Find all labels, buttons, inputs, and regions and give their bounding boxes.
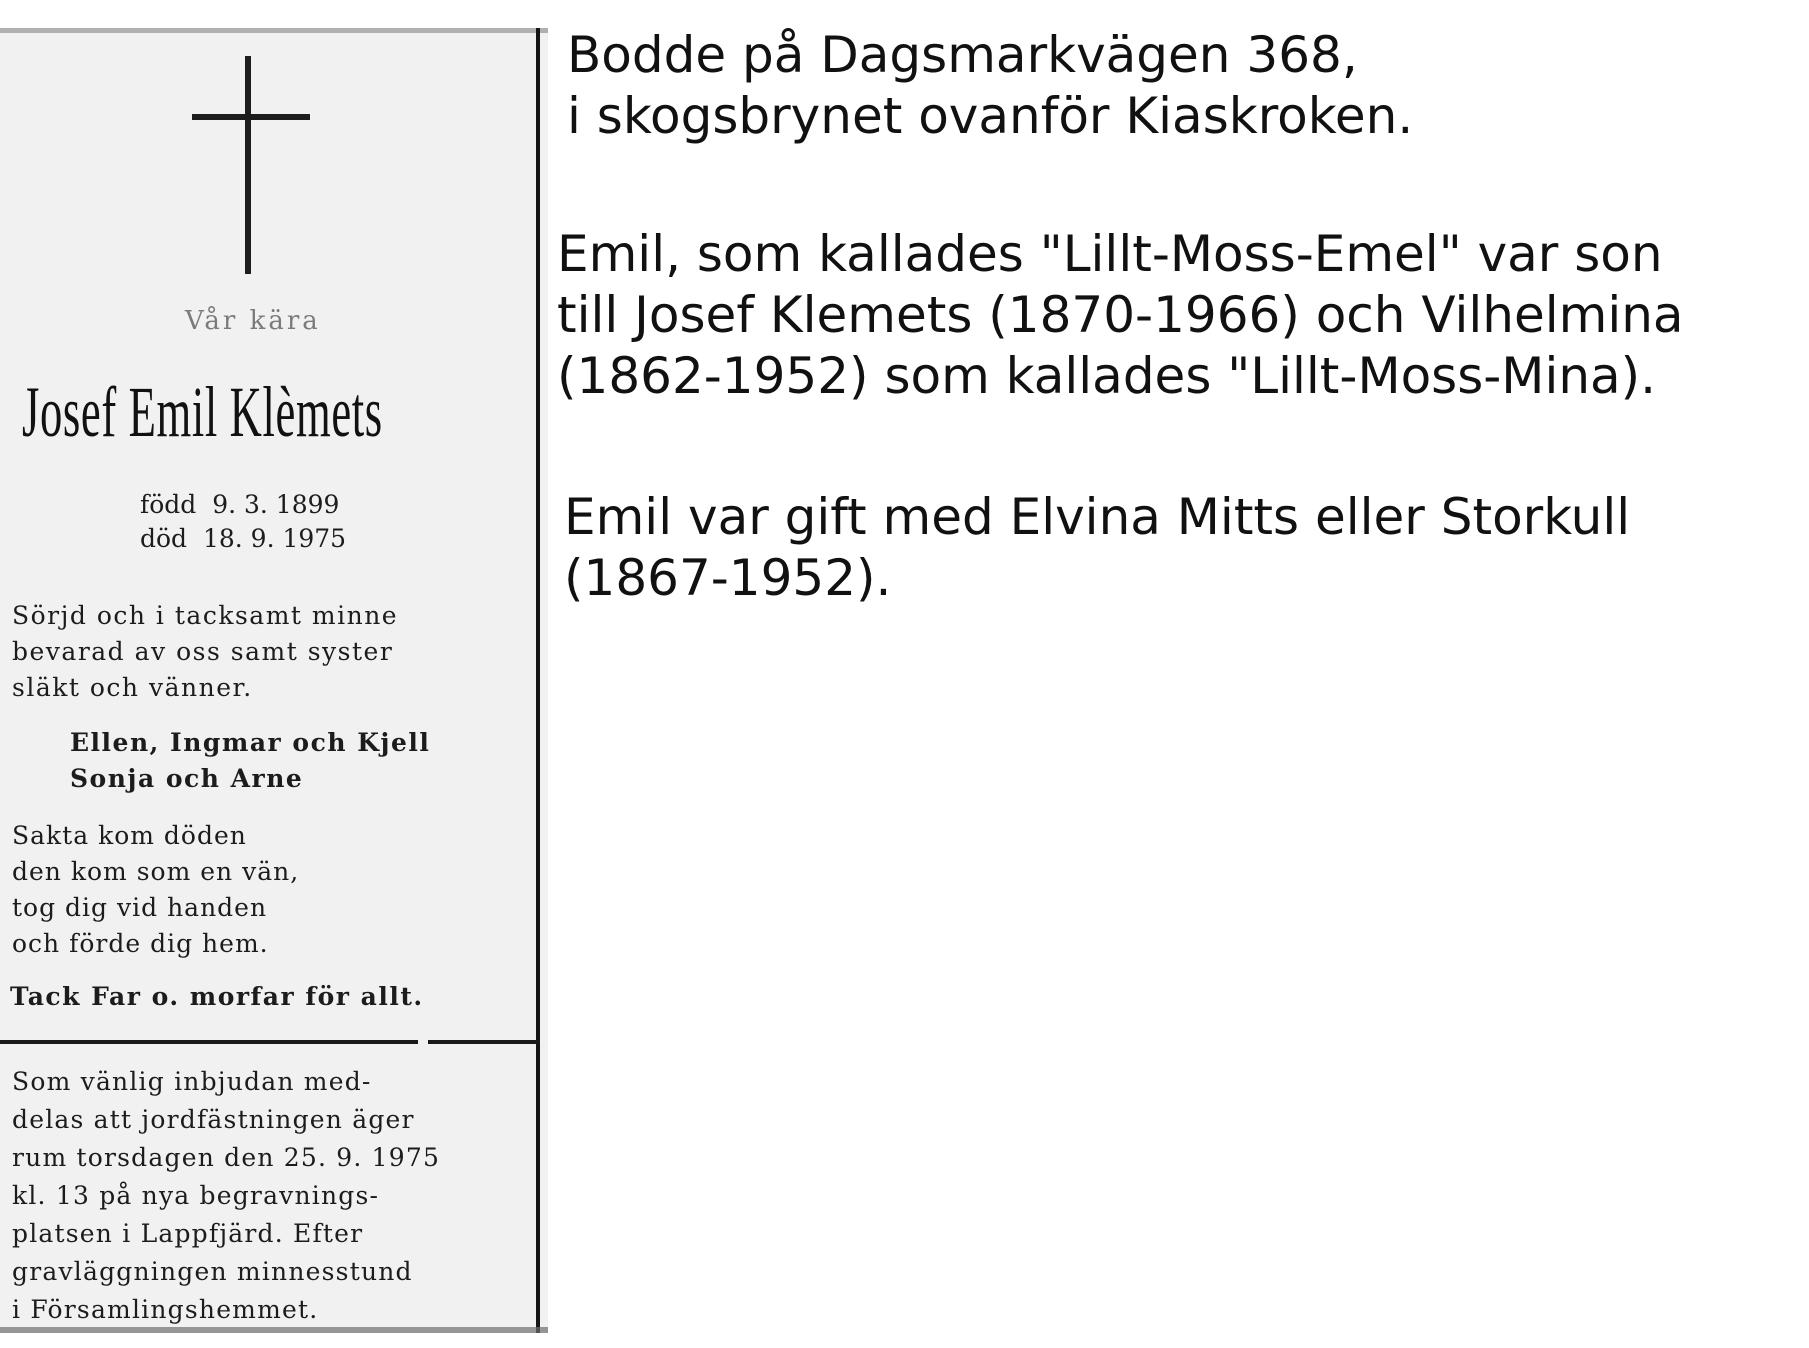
section-divider bbox=[0, 1040, 418, 1044]
obituary-intro: Vår kära bbox=[185, 306, 321, 336]
memorial-poem bbox=[12, 818, 299, 962]
invitation-line: Som vänlig inbjudan med- bbox=[12, 1067, 372, 1096]
signers bbox=[70, 725, 430, 797]
birth-date: född 9. 3. 1899 bbox=[140, 490, 340, 519]
invitation-line: rum torsdagen den 25. 9. 1975 bbox=[12, 1143, 441, 1172]
invitation-line: i Församlingshemmet. bbox=[12, 1295, 319, 1324]
invitation-line: gravläggningen minnesstund bbox=[12, 1257, 413, 1286]
parents-line: Emil, som kallades "Lillt-Moss-Emel" var son bbox=[557, 225, 1663, 283]
spouse-line: Emil var gift med Elvina Mitts eller Storkull bbox=[564, 488, 1631, 546]
death-date: död 18. 9. 1975 bbox=[140, 524, 347, 553]
mourning-line: släkt och vänner. bbox=[12, 673, 253, 702]
funeral-invitation bbox=[12, 1063, 440, 1329]
address-line: i skogsbrynet ovanför Kiaskroken. bbox=[567, 87, 1414, 145]
address-note bbox=[567, 25, 1413, 147]
poem-line: Sakta kom döden bbox=[12, 821, 247, 850]
mourning-line: bevarad av oss samt syster bbox=[12, 637, 394, 666]
obituary-clipping bbox=[0, 28, 548, 1333]
parents-note bbox=[557, 224, 1684, 407]
poem-line: och förde dig hem. bbox=[12, 929, 269, 958]
invitation-line: kl. 13 på nya begravnings- bbox=[12, 1181, 380, 1210]
spouse-note bbox=[564, 487, 1630, 609]
parents-line: (1862-1952) som kallades "Lillt-Moss-Mina). bbox=[557, 347, 1657, 405]
thanks-line: Tack Far o. morfar för allt. bbox=[10, 982, 424, 1011]
invitation-line: delas att jordfästningen äger bbox=[12, 1105, 415, 1134]
address-line: Bodde på Dagsmarkvägen 368, bbox=[567, 26, 1358, 84]
clipping-column-rule bbox=[536, 28, 540, 1333]
clipping-top-edge bbox=[0, 28, 548, 33]
poem-line: den kom som en vän, bbox=[12, 857, 300, 886]
poem-line: tog dig vid handen bbox=[12, 893, 268, 922]
spouse-line: (1867-1952). bbox=[564, 549, 892, 607]
section-divider bbox=[428, 1040, 540, 1044]
cross-horizontal-bar bbox=[192, 114, 310, 120]
parents-line: till Josef Klemets (1870-1966) och Vilhelmina bbox=[557, 286, 1684, 344]
deceased-name: Josef Emil Klèmets bbox=[22, 372, 383, 452]
mourning-line: Sörjd och i tacksamt minne bbox=[12, 601, 399, 630]
invitation-line: platsen i Lappfjärd. Efter bbox=[12, 1219, 364, 1248]
mourning-paragraph bbox=[12, 598, 398, 706]
cross-vertical-bar bbox=[245, 56, 251, 274]
signers-line: Ellen, Ingmar och Kjell bbox=[70, 728, 431, 757]
signers-line: Sonja och Arne bbox=[70, 764, 304, 793]
